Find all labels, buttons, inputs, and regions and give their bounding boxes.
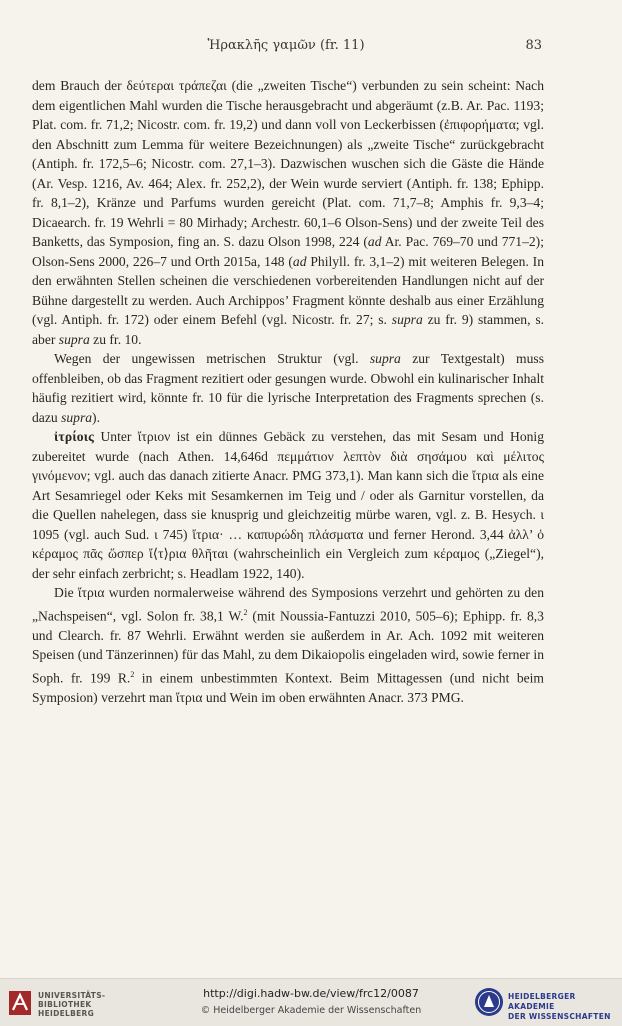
permalink-url[interactable]: http://digi.hadw-bw.de/view/frc12/0087 <box>203 987 419 1000</box>
paragraph-3: ἰτρίοις Unter ἴτριον ist ein dünnes Gebäck zu verstehen, das mit Sesam und Honig zubereitet wurde (nach Athen. 14,646d πεμμάτιον λεπτὸν διὰ σησάμου καὶ μέλιτος γινόμενον; vgl. auch das danach zitierte Anacr. PMG 373,1). Man kann sich die ἴτρια als eine Art Sesamriegel oder Keks mit Sesamkernen im Teig und / oder als Garnitur vorstellen, da die Quellen nahelegen, dass sie knusprig und gleichzeitig mürbe waren, vgl. z. B. Hesych. ι 1095 (vgl. auch Sud. ι 745) ἴτρια· … καπυρώδη πλάσματα und ferner Herond. 3,44 ἀλλ’ ὁ κέραμος πᾶς ὥσπερ ἴ⟨τ⟩ρια θλῆται (wahrscheinlich ein Vergleich zum κέραμος („Ziegel“), der sehr einfach zerbricht; s. Headlam 1922, 140). <box>32 429 544 581</box>
page-number: 83 <box>525 38 542 53</box>
academy-seal-icon <box>474 987 504 1017</box>
paragraph-1: dem Brauch der δεύτεραι τράπεζαι (die „zweiten Tische“) verbunden zu sein scheint: Nach dem eigentlichen Mahl wurden die Tische herausgebracht und abgeräumt (z.B. Ar. Pac. 1193; Plat. com. fr. 71,2; Nicostr. com. fr. 19,2) und dann voll von Leckerbissen (ἐπιφορήματα; vgl. den Abschnitt zum Lemma für weitere Bezeichnungen) als „zweite Tische“ zurückgebracht (Antiph. fr. 172,5–6; Nicostr. com. 27,1–3). Dazwischen wuschen sich die Gäste die Hände (Ar. Vesp. 1216, Av. 464; Alex. fr. 252,2), der Wein wurde serviert (Antiph. fr. 138; Ephipp. fr. 8,1–2), Kränze und Parfums wurden gereicht (Plat. com. 71,7–8; Amphis fr. 9,3–4; Dicaearch. fr. 19 Wehrli = 80 Mirhady; Archestr. 60,1–6 Olson-Sens) und der zweite Teil des Banketts, das Symposion, fing an. S. dazu Olson 1998, 224 (ad Ar. Pac. 769–70 und 771–2); Olson-Sens 2000, 226–7 und Orth 2015a, 148 (ad Philyll. fr. 3,1–2) mit weiteren Belegen. In den erwähnten Stellen scheinen die verschiedenen vorbereitenden Handlungen nicht auf der Bühne dargestellt zu werden. Auch Archippos’ Fragment könnte deshalb aus einer Erzählung (vgl. Antiph. fr. 172) oder einem Befehl (vgl. Nicostr. fr. 27; s. supra zu fr. 9) stammen, s. aber supra zu fr. 10. <box>32 78 545 347</box>
viewer-footer <box>0 978 622 1026</box>
paragraph-2: Wegen der ungewissen metrischen Struktur (vgl. supra zur Textgestalt) muss offenbleiben, ob das Fragment rezitiert oder gesungen wurde. Obwohl ein kulinarischer Inhalt häufig rezitiert wird, könnte fr. 10 für die lyrische Interpretation des Fragments sprechen (s. dazu supra). <box>32 351 544 425</box>
running-title: Ἡρακλῆς γαμῶν (fr. 11) <box>207 38 365 53</box>
library-logo[interactable]: UNIVERSITÄTS- BIBLIOTHEK HEIDELBERG <box>8 988 148 1018</box>
lemma: ἰτρίοις <box>54 429 95 444</box>
paragraph-4: Die ἴτρια wurden normalerweise während des Symposions verzehrt und gehörten zu den „Nachspeisen“, vgl. Solon fr. 38,1 W.$^2$ (mit Noussia-Fantuzzi 2010, 505–6); Ephipp. fr. 8,3 und Clearch. fr. 87 Wehrli. Erwähnt werden sie außerdem in Ar. Ach. 1092 mit weiteren Speisen (und Tänzerinnen) für das Mahl, zu dem Dikaiopolis eingeladen wird, sowie ferner in Soph. fr. 199 R.$^2$ in einem unbestimmten Kontext. Beim Mittagessen (und nicht beim Symposion) verzehrt man ἴτρια und Wein im oben erwähnten Anacr. 373 PMG. <box>32 585 544 705</box>
academy-logo[interactable]: HEIDELBERGER AKADEMIE DER WISSENSCHAFTEN <box>474 987 614 1019</box>
copyright-notice: © Heidelberger Akademie der Wissenschaften <box>200 1005 422 1016</box>
body-text <box>32 76 544 707</box>
